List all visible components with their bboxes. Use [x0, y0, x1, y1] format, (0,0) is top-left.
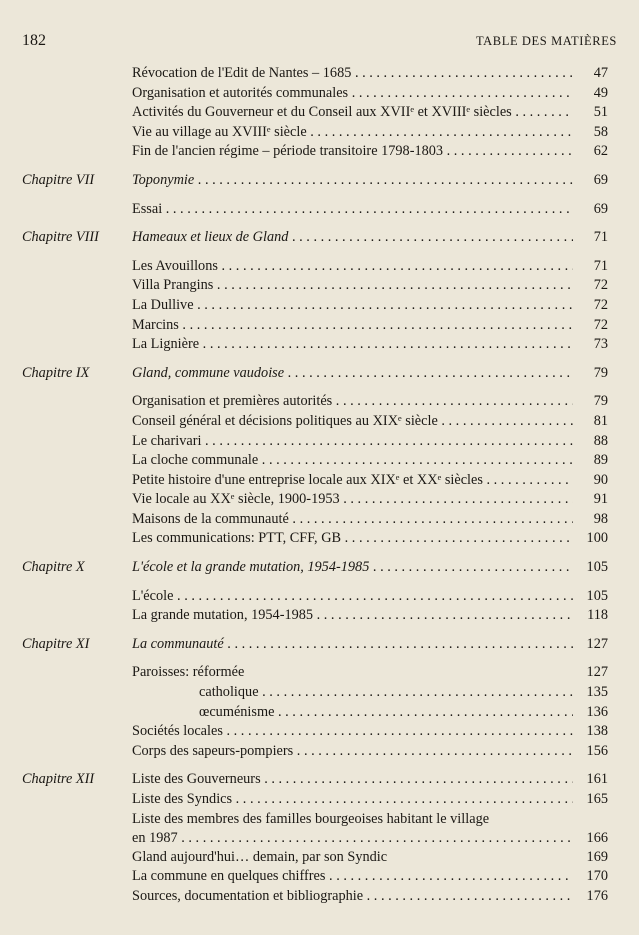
toc-entry	[0, 123, 639, 143]
entry-title: Organisation et premières autorités . . .	[132, 392, 573, 411]
toc-chapter	[0, 171, 639, 191]
entry-title: Les communications: PTT, CFF, GB . . .	[132, 529, 573, 548]
entry-title: Corps des sapeurs-pompiers . . .	[132, 742, 573, 761]
entry-page: 127	[586, 635, 608, 652]
chapter-title: Toponymie . . .	[132, 171, 573, 190]
entry-title: catholique . . .	[199, 683, 573, 702]
chapter-label: Chapitre XII	[22, 771, 95, 788]
entry-title: Petite histoire d'une entreprise locale aux XIXᵉ et XXᵉ siècles . . .	[132, 471, 573, 490]
table-of-contents	[0, 64, 639, 906]
entry-page: 62	[593, 143, 608, 160]
page-number: 182	[22, 32, 46, 49]
entry-page: 51	[593, 104, 608, 121]
entry-page: 71	[593, 257, 608, 274]
entry-page: 73	[593, 336, 608, 353]
entry-title: Liste des Syndics . . .	[132, 790, 573, 809]
entry-title: Fin de l'ancien régime – période transitoire 1798-1803 . . .	[132, 142, 573, 161]
entry-title: L'école . . .	[132, 587, 573, 606]
entry-title: La Lignière . . .	[132, 335, 573, 354]
entry-page: 72	[593, 316, 608, 333]
entry-title: La Dullive . . .	[132, 296, 573, 315]
toc-entry	[0, 316, 639, 336]
entry-title: Révocation de l'Edit de Nantes – 1685 . . .	[132, 64, 573, 83]
toc-entry	[0, 471, 639, 491]
toc-entry	[0, 142, 639, 162]
entry-page: 72	[593, 296, 608, 313]
toc-entry	[0, 606, 639, 626]
entry-title: Liste des membres des familles bourgeoises habitant le village en 1987 . . .	[132, 810, 602, 848]
toc-chapter	[0, 364, 639, 384]
entry-page: 81	[593, 412, 608, 429]
entry-page: 165	[586, 791, 608, 807]
entry-page: 79	[593, 364, 608, 381]
toc-entry	[0, 742, 639, 762]
chapter-title: Hameaux et lieux de Gland . . .	[132, 228, 573, 247]
entry-page: 127	[586, 664, 608, 681]
toc-entry	[0, 200, 639, 220]
chapter-label: Chapitre X	[22, 559, 85, 576]
chapter-label: Chapitre VIII	[22, 229, 99, 246]
entry-page: 89	[593, 452, 608, 469]
toc-chapter	[0, 635, 639, 655]
entry-page: 69	[593, 200, 608, 217]
toc-entry	[0, 335, 639, 355]
toc-entry	[0, 103, 639, 123]
toc-entry	[0, 257, 639, 277]
entry-title: Marcins . . .	[132, 316, 573, 335]
entry-page: 91	[593, 491, 608, 508]
entry-page: 69	[593, 171, 608, 188]
chapter-title: Gland, commune vaudoise . . .	[132, 364, 573, 383]
toc-entry	[0, 722, 639, 742]
toc-chapter	[0, 558, 639, 578]
entry-title: Sources, documentation et bibliographie . . .	[132, 887, 573, 906]
toc-entry	[0, 587, 639, 607]
entry-page: 47	[593, 65, 608, 81]
toc-entry	[0, 683, 639, 703]
toc-entry	[0, 276, 639, 296]
toc-chapter	[0, 228, 639, 248]
toc-entry	[0, 451, 639, 471]
entry-page: 170	[586, 868, 608, 885]
toc-entry	[0, 887, 639, 907]
entry-page: 166	[586, 829, 608, 846]
entry-page: 105	[586, 559, 608, 576]
entry-page: 58	[593, 123, 608, 140]
chapter-title: La communauté . . .	[132, 635, 573, 654]
entry-page: 135	[586, 684, 608, 701]
entry-title: Les Avouillons . . .	[132, 257, 573, 276]
running-title: TABLE DES MATIÈRES	[475, 34, 617, 48]
chapter-label: Chapitre IX	[22, 364, 90, 381]
chapter-label: Chapitre VII	[22, 171, 95, 188]
entry-page: 72	[593, 277, 608, 294]
entry-title: Le charivari . . .	[132, 432, 573, 451]
entry-title: œcuménisme . . .	[199, 703, 573, 722]
entry-title: Conseil général et décisions politiques au XIXᵉ siècle . . .	[132, 412, 573, 431]
entry-title: La commune en quelques chiffres . . .	[132, 867, 573, 886]
entry-title: Sociétés locales . . .	[132, 722, 573, 741]
entry-title: Maisons de la communauté . . .	[132, 510, 573, 529]
entry-title: Gland aujourd'hui… demain, par son Syndic	[132, 848, 388, 865]
entry-page: 88	[593, 432, 608, 449]
entry-title: Essai . . .	[132, 200, 573, 219]
toc-entry	[0, 490, 639, 510]
chapter-title: L'école et la grande mutation, 1954-1985 . . .	[132, 558, 573, 577]
chapter-label: Chapitre XI	[22, 635, 90, 652]
entry-page: 98	[593, 510, 608, 527]
running-header	[22, 32, 617, 52]
entry-title: Paroisses: réformée	[132, 664, 245, 681]
entry-page: 156	[586, 742, 608, 759]
toc-entry	[0, 848, 639, 868]
entry-page: 71	[593, 229, 608, 246]
entry-page: 100	[586, 530, 608, 547]
entry-page: 169	[586, 848, 608, 865]
entry-title: Vie au village au XVIIIᵉ siècle . . .	[132, 123, 573, 142]
entry-title: Villa Prangins . . .	[132, 276, 573, 295]
toc-entry	[0, 392, 639, 412]
entry-title: La grande mutation, 1954-1985 . . .	[132, 606, 573, 625]
toc-entry	[0, 529, 639, 549]
toc-entry	[0, 867, 639, 887]
entry-page: 176	[586, 887, 608, 904]
toc-entry	[0, 790, 639, 810]
entry-page: 90	[593, 471, 608, 488]
entry-title: La cloche communale . . .	[132, 451, 573, 470]
entry-page: 138	[586, 723, 608, 740]
toc-chapter	[0, 770, 639, 790]
toc-entry	[0, 432, 639, 452]
toc-entry	[0, 703, 639, 723]
toc-entry	[0, 663, 639, 683]
entry-title: Organisation et autorités communales . . .	[132, 84, 573, 103]
toc-entry	[0, 64, 639, 84]
entry-page: 136	[586, 703, 608, 720]
entry-page: 118	[587, 607, 608, 624]
entry-page: 79	[593, 393, 608, 410]
entry-title: Liste des Gouverneurs . . .	[132, 770, 573, 789]
entry-page: 105	[586, 587, 608, 604]
toc-entry	[0, 296, 639, 316]
entry-page: 161	[586, 771, 608, 788]
entry-title: Vie locale au XXᵉ siècle, 1900-1953 . . .	[132, 490, 573, 509]
toc-entry	[0, 810, 639, 848]
entry-title: Activités du Gouverneur et du Conseil aux XVIIᵉ et XVIIIᵉ siècles . . .	[132, 103, 573, 122]
entry-page: 49	[593, 84, 608, 101]
toc-entry	[0, 84, 639, 104]
toc-entry	[0, 510, 639, 530]
toc-entry	[0, 412, 639, 432]
